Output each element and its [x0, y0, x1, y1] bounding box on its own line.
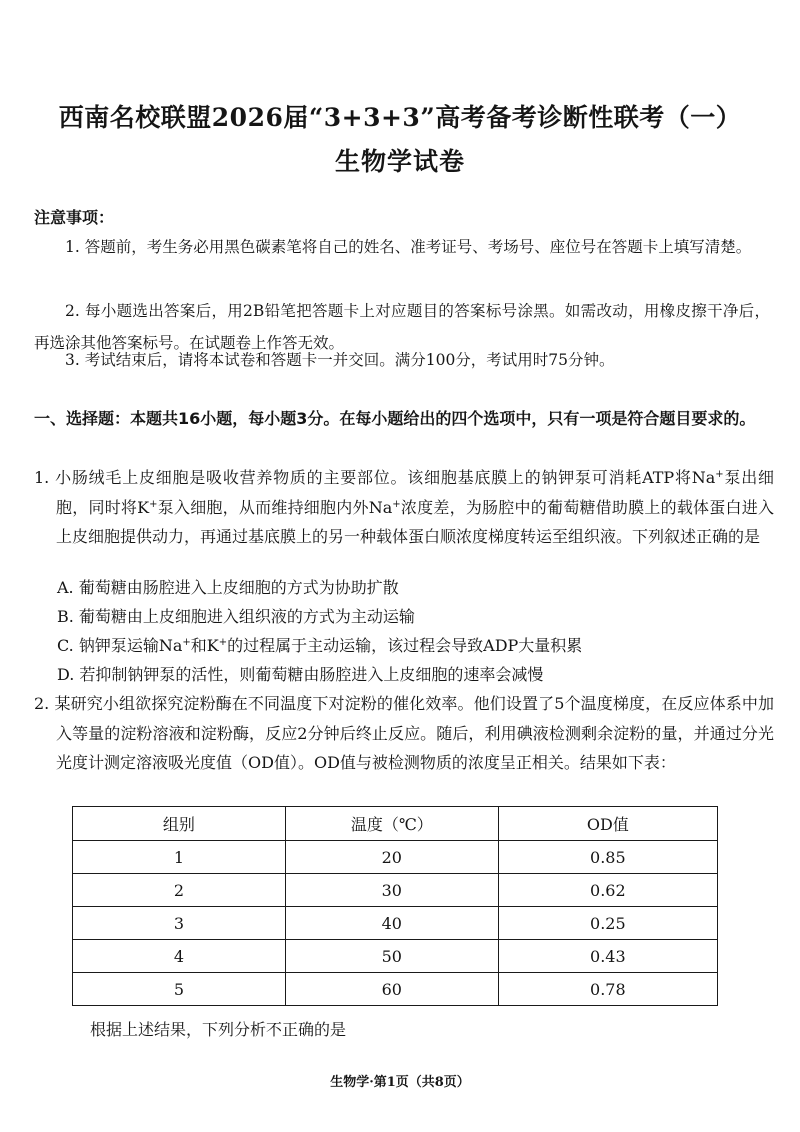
- table-cell: 0.43: [498, 940, 717, 973]
- table-row: [73, 907, 718, 940]
- table-cell: 0.85: [498, 841, 717, 874]
- table-cell: 60: [285, 973, 498, 1006]
- table-cell: 4: [73, 940, 286, 973]
- table-cell: 50: [285, 940, 498, 973]
- results-table: [72, 806, 718, 1006]
- question-1-option-b: B. 葡萄糖由上皮细胞进入组织液的方式为主动运输: [57, 607, 415, 626]
- table-header-temperature: 温度（℃）: [285, 807, 498, 841]
- table-cell: 2: [73, 874, 286, 907]
- table-cell: 20: [285, 841, 498, 874]
- table-cell: 1: [73, 841, 286, 874]
- table-cell: 40: [285, 907, 498, 940]
- table-row: [73, 874, 718, 907]
- exam-title: 西南名校联盟2026届“3+3+3”高考备考诊断性联考（一）: [58, 103, 742, 132]
- table-row: [73, 973, 718, 1006]
- table-cell: 30: [285, 874, 498, 907]
- question-1-option-c: C. 钠钾泵运输Na+和K+的过程属于主动运输，该过程会导致ADP大量积累: [57, 636, 583, 655]
- table-cell: 3: [73, 907, 286, 940]
- notice-item-1: 1. 答题前，考生务必用黑色碳素笔将自己的姓名、准考证号、考场号、座位号在答题卡上填写清楚。: [65, 238, 752, 256]
- table-cell: 0.25: [498, 907, 717, 940]
- table-cell: 0.62: [498, 874, 717, 907]
- question-2: [34, 689, 774, 778]
- section-heading: 一、选择题：本题共16小题，每小题3分。在每小题给出的四个选项中，只有一项是符合题目要求的。: [34, 409, 756, 428]
- notice-item-3: 3. 考试结束后，请将本试卷和答题卡一并交回。满分100分，考试用时75分钟。: [65, 351, 615, 369]
- notice-heading: 注意事项：: [34, 208, 115, 227]
- table-header-group: 组别: [73, 807, 286, 841]
- question-2-followup: 根据上述结果，下列分析不正确的是: [90, 1020, 347, 1039]
- question-1-option-d: D. 若抑制钠钾泵的活性，则葡萄糖由肠腔进入上皮细胞的速率会减慢: [57, 665, 544, 684]
- question-1: [34, 463, 774, 552]
- notice-item-2: 2. 每小题选出答案后，用2B铅笔把答题卡上对应题目的答案标号涂黑。如需改动，用橡皮擦干净后，再选涂其他答案标号。在试题卷上作答无效。: [34, 302, 770, 352]
- table-cell: 0.78: [498, 973, 717, 1006]
- page-footer: 生物学·第1页（共8页）: [330, 1075, 470, 1090]
- table-header-row: [73, 807, 718, 841]
- question-1-stem: 1. 小肠绒毛上皮细胞是吸收营养物质的主要部位。该细胞基底膜上的钠钾泵可消耗ATP将Na+泵出细胞，同时将K+泵入细胞，从而维持细胞内外Na+浓度差，为肠腔中的葡萄糖借助膜上的载体蛋白进入上皮细胞提供动力，再通过基底膜上的另一种载体蛋白顺浓度梯度转运至组织液。下列叙述正确的是: [34, 468, 774, 546]
- question-1-option-a: A. 葡萄糖由肠腔进入上皮细胞的方式为协助扩散: [57, 578, 399, 597]
- table-header-od: OD值: [498, 807, 717, 841]
- table-row: [73, 841, 718, 874]
- question-2-stem: 2. 某研究小组欲探究淀粉酶在不同温度下对淀粉的催化效率。他们设置了5个温度梯度，在反应体系中加入等量的淀粉溶液和淀粉酶，反应2分钟后终止反应。随后，利用碘液检测剩余淀粉的量，并通过分光光度计测定溶液吸光度值（OD值）。OD值与被检测物质的浓度呈正相关。结果如下表：: [34, 694, 774, 772]
- table-row: [73, 940, 718, 973]
- table-cell: 5: [73, 973, 286, 1006]
- exam-subject-title: 生物学试卷: [334, 147, 465, 176]
